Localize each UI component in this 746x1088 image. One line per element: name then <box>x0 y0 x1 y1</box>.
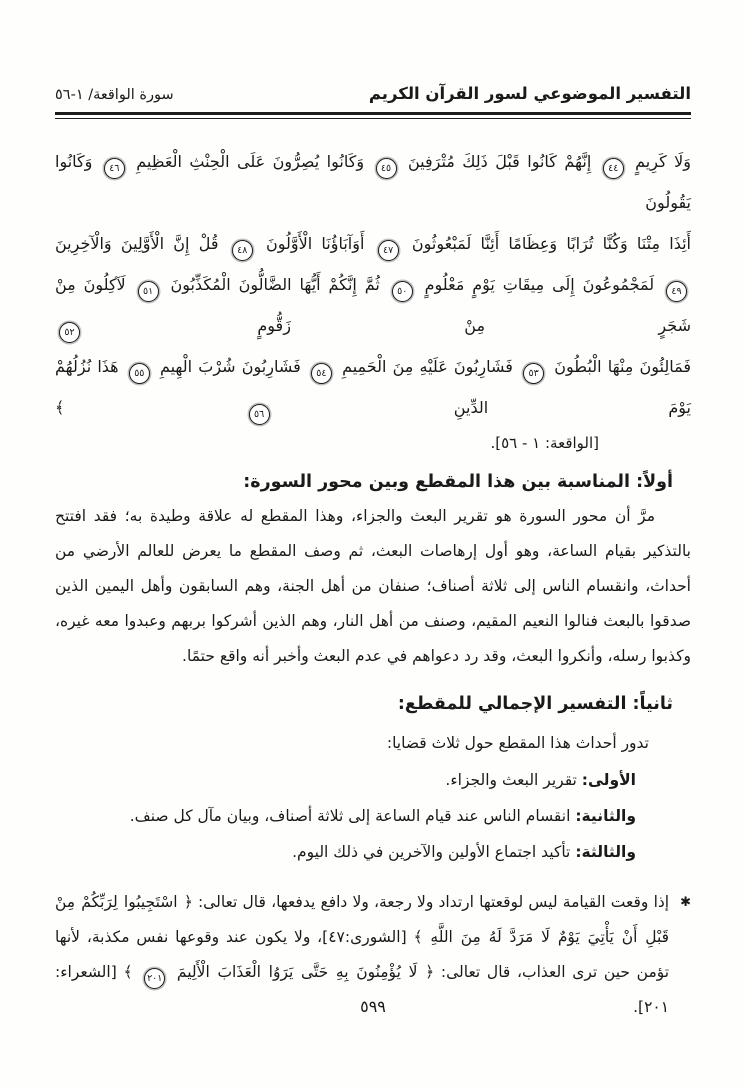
ayah-number-medallion: ٤٦ <box>104 158 125 179</box>
issue-label: والثانية: <box>575 807 636 825</box>
issues-intro-line: تدور أحداث هذا المقطع حول ثلاث قضايا: <box>386 734 649 752</box>
quran-verse-line: وَلَا كَرِيمٍ ٤٤ إِنَّهُمْ كَانُوا قَبْلَ ذَلِكَ مُتْرَفِينَ ٤٥ وَكَانُوا يُصِرُّونَ عَلَى الْحِنْثِ الْعَظِيمِ ٤٦ وَكَانُوا يَقُولُونَ <box>55 152 692 212</box>
inline-quran-quote: ﴿ اسْتَجِيبُوا لِرَبِّكُمْ مِنْ قَبْلِ أَنْ يَأْتِيَ يَوْمٌ لَا مَرَدَّ لَهُ مِنَ اللَّهِ ﴾ <box>55 893 670 946</box>
ayah-number-medallion: ٥١ <box>138 281 159 302</box>
issue-item-second <box>55 799 636 834</box>
page-header <box>55 84 691 103</box>
ayah-number-medallion: ٥٤ <box>311 363 332 384</box>
inline-quran-quote: ﴿ لَا يُؤْمِنُونَ بِهِ حَتَّى يَرَوُا الْعَذَابَ الْأَلِيمَ ٢٠١ ﴾ <box>123 963 434 981</box>
ayah-number-medallion: ٤٩ <box>666 281 687 302</box>
quran-quote-block <box>55 141 691 452</box>
quran-verse-line: أَئِذَا مِتْنَا وَكُنَّا تُرَابًا وَعِظَامًا أَئِنَّا لَمَبْعُوثُونَ ٤٧ أَوَآبَاؤُنَا الْأَوَّلُونَ ٤٨ قُلْ إِنَّ الْأَوَّلِينَ وَالْآخِرِينَ <box>55 223 691 264</box>
ayah-number-medallion: ٤٥ <box>376 158 397 179</box>
quran-verse-line: ٤٩ لَمَجْمُوعُونَ إِلَى مِيقَاتِ يَوْمٍ مَعْلُومٍ ٥٠ ثُمَّ إِنَّكُمْ أَيُّهَا الضَّالُّونَ الْمُكَذِّبُونَ ٥١ لَآكِلُونَ مِنْ شَجَرٍ مِنْ زَقُّومٍ ٥٢ <box>55 264 691 346</box>
issue-item-third <box>55 835 636 870</box>
relationship-paragraph: مرَّ أن محور السورة هو تقرير البعث والجزاء، وهذا المقطع له علاقة وطيدة به؛ فقد افتتح بالتذكير بقيام الساعة، وهو أول إرهاصات البعث، ثم وصف المقطع ما يعرض للعالم الأرضي من أحداث، وانقسام الناس إلى ثلاثة أصناف؛ صنفان من أهل الجنة، وهم السابقون وأهل اليمين الذين صدقوا بالبعث فنالوا النعيم المقيم، وصنف من أهل النار، وهم الذين أشركوا بربهم وعبدوا معه غيره، وكذبوا رسله، وأنكروا البعث، وقد رد دعواهم في عدم البعث وأخبر أنه واقع حتمًا. <box>55 507 691 665</box>
book-title: التفسير الموضوعي لسور القرآن الكريم <box>368 84 691 103</box>
issue-text: تأكيد اجتماع الأولين والآخرين في ذلك اليوم. <box>292 843 571 861</box>
section-heading-overall-tafsir: ثانياً: التفسير الإجمالي للمقطع: <box>397 694 673 714</box>
issues-list <box>55 763 691 870</box>
bullet-text-segment: [الشورى:٤٧]، ولا يكون عند وقوعها نفس مكذبة، لأنها تؤمن حين ترى العذاب، قال تعالى: <box>55 928 670 981</box>
ayah-number-medallion: ٥٦ <box>249 404 270 425</box>
star-bullet-icon: ✱ <box>680 895 691 910</box>
ayah-number-medallion: ٤٨ <box>232 240 253 261</box>
issue-label: الأولى: <box>581 771 636 789</box>
section-heading-relationship: أولاً: المناسبة بين هذا المقطع وبين محور السورة: <box>243 472 673 492</box>
header-divider-rule <box>55 112 691 119</box>
ayah-number-medallion: ٤٧ <box>378 240 399 261</box>
bullet-text-segment: إذا وقعت القيامة ليس لوقعتها ارتداد ولا رجعة، ولا دافع يدفعها، قال تعالى: <box>192 893 670 911</box>
verse-range-reference: [الواقعة: ١ - ٥٦]. <box>490 434 599 452</box>
ayah-number-medallion: ٥٠ <box>392 281 413 302</box>
ayah-number-medallion: ٥٥ <box>129 363 150 384</box>
issue-label: والثالثة: <box>575 843 636 861</box>
page-number: ٥٩٩ <box>360 997 386 1016</box>
ayah-number-medallion: ٥٢ <box>59 322 80 343</box>
issue-text: تقرير البعث والجزاء. <box>445 771 577 789</box>
quran-verse-line: فَمَالِئُونَ مِنْهَا الْبُطُونَ ٥٣ فَشَارِبُونَ عَلَيْهِ مِنَ الْحَمِيمِ ٥٤ فَشَارِبُونَ شُرْبَ الْهِيمِ ٥٥ هَذَا نُزُلُهُمْ يَوْمَ الدِّينِ ٥٦ ﴾ <box>55 346 691 428</box>
issue-text: انقسام الناس عند قيام الساعة إلى ثلاثة أصناف، وبيان مآل كل صنف. <box>129 807 571 825</box>
surah-page-reference: سورة الواقعة/ ١-٥٦ <box>55 87 174 103</box>
ayah-number-medallion: ٤٤ <box>603 158 624 179</box>
ayah-number-medallion: ٢٠١ <box>144 968 165 989</box>
issue-item-first <box>55 763 636 798</box>
bullet-text-segment: [الشعراء: ٢٠١]. <box>55 963 670 1016</box>
ayah-number-medallion: ٥٣ <box>523 363 544 384</box>
